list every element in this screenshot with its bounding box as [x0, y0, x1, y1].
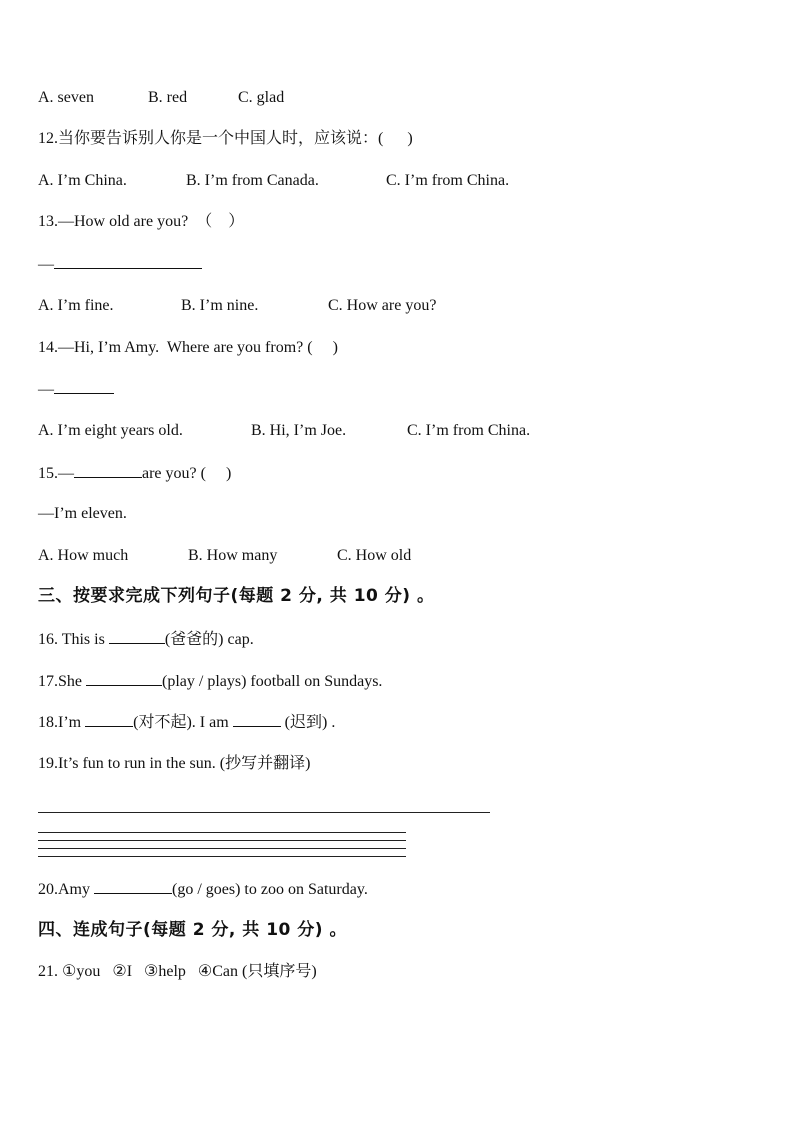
q11-option-c: C. glad: [238, 89, 285, 106]
q15-answer: —I’m eleven.: [38, 505, 127, 522]
q13-answer-blank[interactable]: [54, 254, 202, 269]
q12-option-a: A. I’m China.: [38, 172, 127, 189]
section-4-heading: 四、连成句子(每题 2 分, 共 10 分) 。: [38, 920, 347, 940]
q18-prefix: 18.I’m: [38, 714, 86, 731]
q14-option-c: C. I’m from China.: [407, 422, 531, 439]
q11-option-a: A. seven: [38, 89, 94, 106]
q20-blank[interactable]: [94, 879, 172, 894]
q17-blank[interactable]: [86, 671, 162, 686]
q13-dash: —: [38, 256, 54, 273]
q19-writing-line-1[interactable]: [38, 832, 406, 833]
q15-option-a: A. How much: [38, 547, 129, 564]
q15-option-c: C. How old: [337, 547, 412, 564]
q12-stem: 12.当你要告诉别人你是一个中国人时，应该说：( ): [38, 130, 413, 147]
q19-writing-line-4[interactable]: [38, 856, 406, 857]
q19-copy-line[interactable]: [38, 812, 490, 813]
q13-option-a: A. I’m fine.: [38, 297, 114, 314]
q19: 19.It’s fun to run in the sun. (抄写并翻译): [38, 755, 311, 772]
q20: [38, 879, 368, 900]
q14-answer-blank[interactable]: [54, 379, 114, 394]
section-3-heading: 三、按要求完成下列句子(每题 2 分, 共 10 分) 。: [38, 586, 435, 606]
q13-option-c: C. How are you?: [328, 297, 437, 314]
q20-prefix: 20.Amy: [38, 881, 94, 898]
q18: [38, 712, 335, 733]
q21: 21. ①you ②I ③help ④Can (只填序号): [38, 963, 317, 980]
q15-stem-prefix: 15.—: [38, 465, 74, 482]
q14-dash: —: [38, 381, 54, 398]
q15-stem: [38, 463, 231, 484]
q19-writing-line-3[interactable]: [38, 848, 406, 849]
q11-option-b: B. red: [148, 89, 188, 106]
q12-option-b: B. I’m from Canada.: [186, 172, 319, 189]
q13-option-b: B. I’m nine.: [181, 297, 259, 314]
q20-suffix: (go / goes) to zoo on Saturday.: [172, 881, 368, 898]
q15-option-b: B. How many: [188, 547, 278, 564]
q16: [38, 629, 254, 650]
q14-stem: 14.—Hi, I’m Amy. Where are you from? ( ): [38, 339, 338, 356]
q16-suffix: (爸爸的) cap.: [164, 631, 254, 648]
q14-answer-line: [38, 379, 114, 400]
q17-prefix: 17.She: [38, 673, 86, 690]
q14-option-a: A. I’m eight years old.: [38, 422, 183, 439]
q14-option-b: B. Hi, I’m Joe.: [251, 422, 347, 439]
q18-middle: (对不起). I am: [133, 714, 233, 731]
q12-option-c: C. I’m from China.: [386, 172, 510, 189]
q16-blank[interactable]: [109, 629, 165, 644]
q17-suffix: (play / plays) football on Sundays.: [162, 673, 383, 690]
q18-suffix: (迟到) .: [280, 714, 336, 731]
q16-prefix: 16. This is: [38, 631, 109, 648]
q17: [38, 671, 382, 692]
q18-blank-2[interactable]: [233, 712, 281, 727]
q18-blank-1[interactable]: [85, 712, 133, 727]
q19-writing-line-2[interactable]: [38, 840, 406, 841]
q15-stem-suffix: are you? ( ): [142, 465, 232, 482]
q15-blank[interactable]: [74, 463, 142, 478]
q13-answer-line: [38, 254, 202, 275]
q13-stem: 13.—How old are you? （ ）: [38, 213, 245, 230]
